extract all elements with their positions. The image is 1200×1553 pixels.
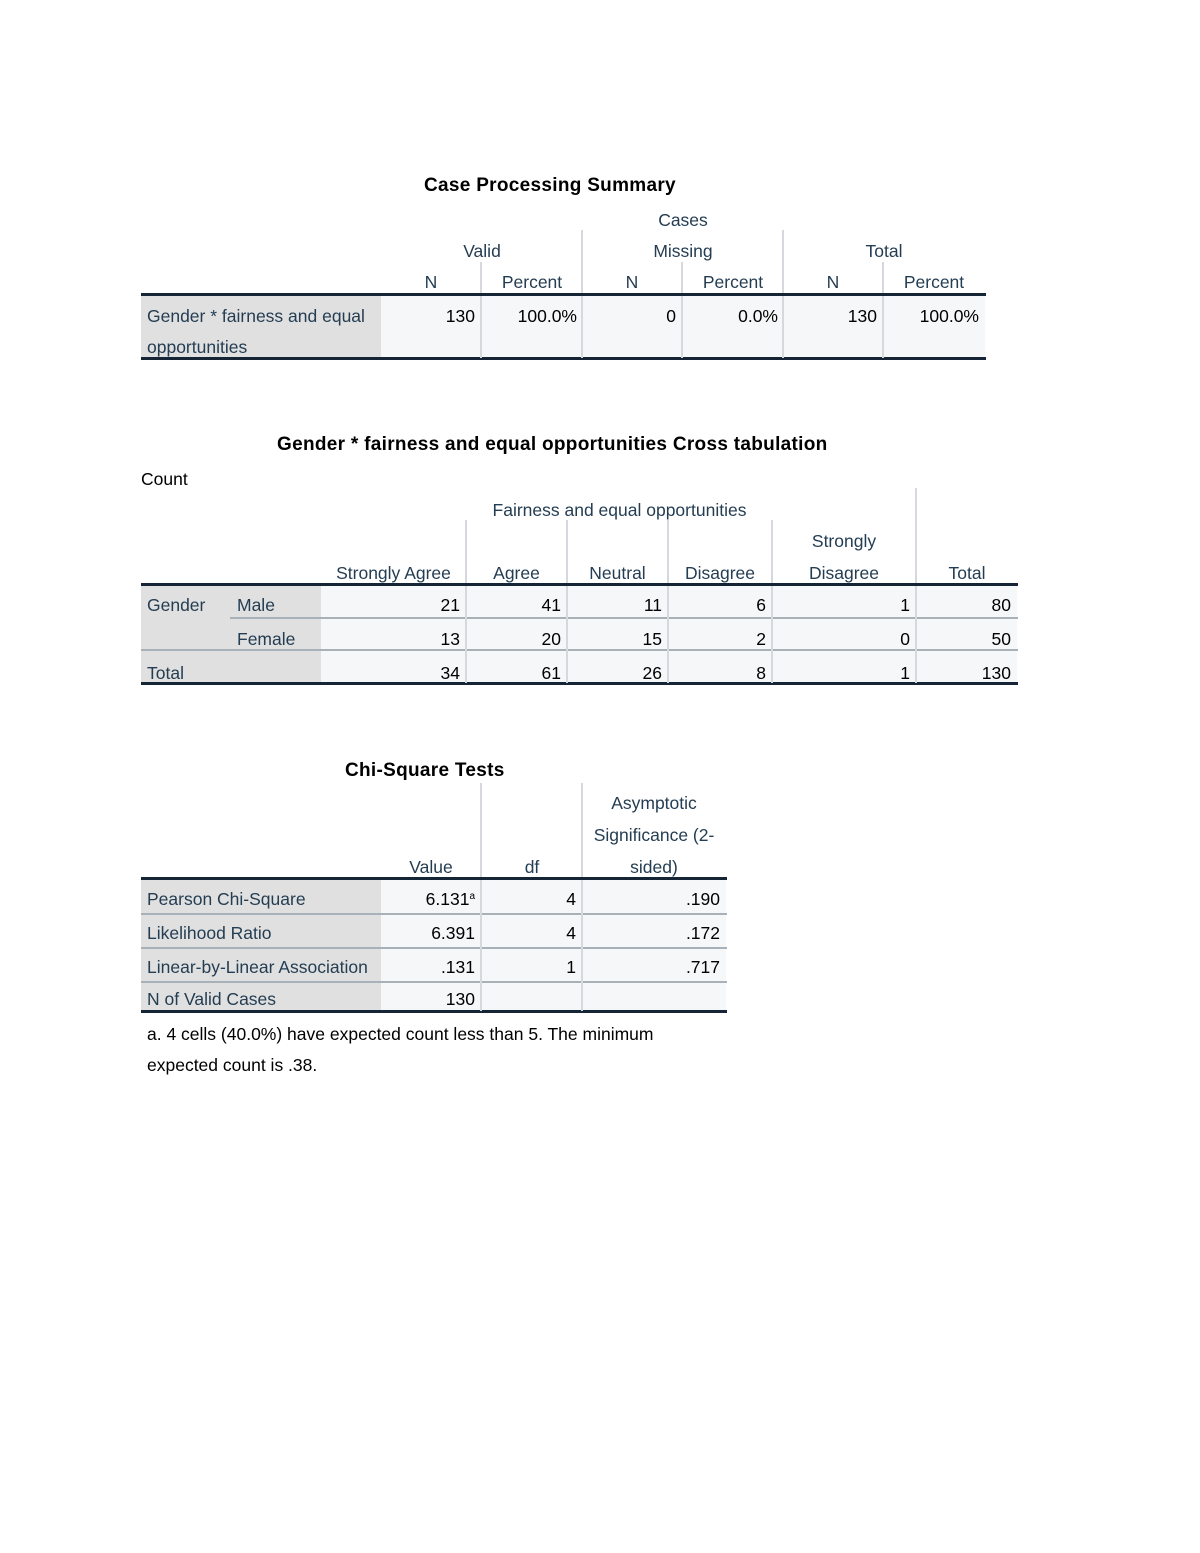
divider [782,230,784,296]
bottom-rule [141,357,986,360]
cell-value: 34 [440,663,460,683]
header-rule [141,877,727,880]
cell-value: 4 [566,889,576,909]
cell-value: 13 [440,629,460,649]
row-label: Female [237,629,296,649]
cell-value: 1 [900,663,910,683]
divider [480,783,482,879]
count-label: Count [141,469,188,489]
total-percent-value: 100.0% [919,306,979,326]
divider [581,783,583,879]
valid-percent-value: 100.0% [517,306,577,326]
divider [566,520,568,585]
header-rule [141,583,1018,586]
cell-value: 41 [541,595,561,615]
missing-n-value: 0 [666,306,676,326]
divider [465,520,467,585]
col-strongly-disagree-2: Disagree [808,563,880,583]
cell-value: 15 [642,629,662,649]
cell-value: .717 [685,957,720,977]
gender-label: Gender [147,595,206,615]
valid-header: Valid [463,241,501,261]
cell-value: .190 [685,889,720,909]
cell-value: 80 [991,595,1011,615]
row-label: N of Valid Cases [147,989,277,1009]
cell-value: .172 [685,923,720,943]
cell-value: 1 [900,595,910,615]
total-percent-header: Percent [903,272,965,292]
total-n-value: 130 [847,306,877,326]
value-text: 6.131 [425,889,470,909]
sig-header-2: Significance (2- [593,825,715,845]
cell-value: .131 [440,957,475,977]
missing-n-header: N [625,272,639,292]
divider [667,520,669,585]
footnote-marker: a [469,891,475,902]
cell-value: 6 [756,595,766,615]
cell-value: 61 [541,663,561,683]
df-header: df [524,857,540,877]
col-total: Total [948,563,986,583]
row-label: Likelihood Ratio [147,923,272,943]
cell-value: 50 [991,629,1011,649]
divider [915,488,917,585]
row-label: Linear-by-Linear Association [147,957,368,977]
col-strongly-agree: Strongly Agree [336,563,451,583]
cell-value: 6.391 [431,923,475,943]
valid-n-header: N [424,272,438,292]
cases-header: Cases [658,210,708,230]
value-header: Value [409,857,453,877]
row-label: Pearson Chi-Square [147,889,306,909]
cell-value: 2 [756,629,766,649]
cell-value: 1 [566,957,576,977]
fairness-group-header: Fairness and equal opportunities [492,500,747,520]
row-label-cont: opportunities [147,337,248,357]
cell-value: 130 [445,989,475,1009]
chi-square-title: Chi-Square Tests [345,760,505,781]
cell-value: 0 [900,629,910,649]
missing-header: Missing [653,241,713,261]
divider [681,262,683,296]
crosstab-title: Gender * fairness and equal opportunities Cross tabulation [277,434,828,455]
missing-percent-value: 0.0% [738,306,778,326]
case-summary-title: Case Processing Summary [424,175,676,196]
row-label: Gender * fairness and equal [147,306,365,326]
footnote-line-1: a. 4 cells (40.0%) have expected count less than 5. The minimum [147,1024,654,1044]
divider [581,230,583,296]
cell-value: 8 [756,663,766,683]
cell-value: 21 [440,595,460,615]
sig-header-1: Asymptotic [611,793,697,813]
footnote-line-2: expected count is .38. [147,1055,318,1075]
divider [771,520,773,585]
divider [882,262,884,296]
cell-value: 130 [981,663,1011,683]
cell-value: 11 [643,595,662,615]
total-n-header: N [826,272,840,292]
divider [480,880,482,1011]
valid-n-value: 130 [445,306,475,326]
cell-value: 4 [566,923,576,943]
row-label: Total [147,663,184,683]
row-label: Male [237,595,275,615]
sig-header-3: sided) [630,857,678,877]
col-agree: Agree [493,563,540,583]
valid-percent-header: Percent [501,272,563,292]
cell-value: 26 [642,663,662,683]
header-rule [141,293,986,296]
cell-value: 20 [541,629,561,649]
col-strongly-disagree-1: Strongly [811,531,877,551]
col-neutral: Neutral [589,563,646,583]
total-header: Total [865,241,903,261]
cell-value [382,884,475,915]
divider [480,262,482,296]
col-disagree: Disagree [684,563,756,583]
missing-percent-header: Percent [702,272,764,292]
